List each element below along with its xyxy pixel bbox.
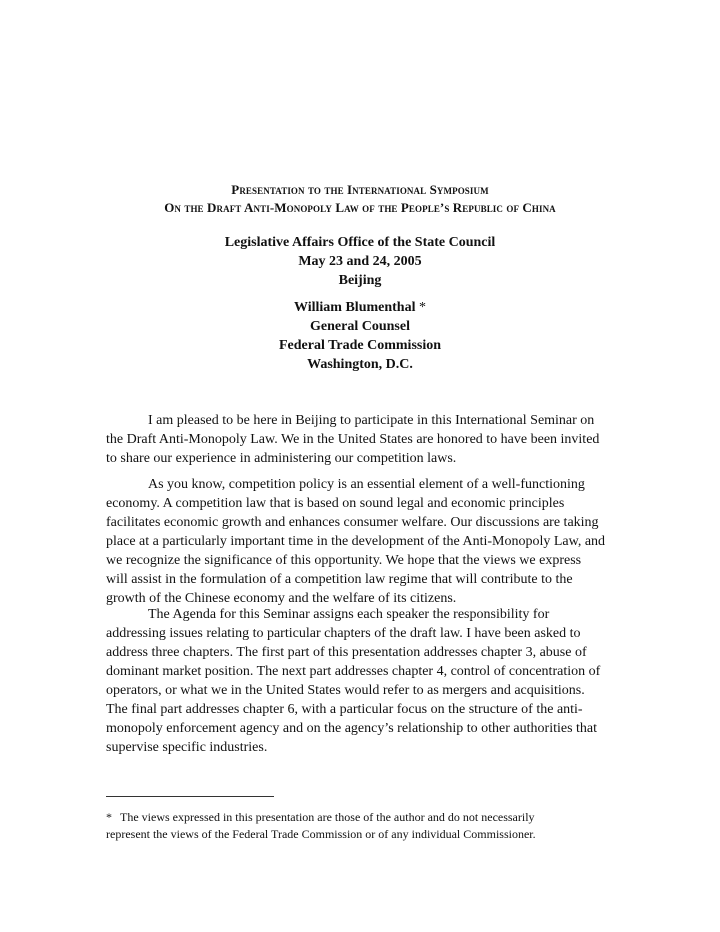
paragraph-line: economy. A competition law that is based on sound legal and economic principles <box>106 496 565 511</box>
heading-line-1: Presentation to the International Symposium <box>231 182 489 197</box>
paragraph-line: The Agenda for this Seminar assigns each speaker the responsibility for <box>148 607 550 622</box>
paragraph-line: facilitates economic growth and enhances consumer welfare. Our discussions are taking <box>106 515 599 530</box>
speaker-title: General Counsel <box>310 319 410 334</box>
paragraph-line: we recognize the significance of this opportunity. We hope that the views we express <box>106 553 582 568</box>
heading-line-2: On the Draft Anti-Monopoly Law of the People’s Republic of China <box>164 200 556 215</box>
paragraph-line: As you know, competition policy is an essential element of a well-functioning <box>148 477 585 492</box>
speaker-name-line <box>0 298 720 317</box>
paragraph-3 <box>106 605 616 757</box>
paragraph-1 <box>106 411 616 468</box>
paragraph-2 <box>106 475 616 608</box>
paragraph-line: I am pleased to be here in Beijing to participate in this International Seminar on <box>148 413 595 428</box>
paragraph-line: addressing issues relating to particular chapters of the draft law. I have been asked to <box>106 626 581 641</box>
speaker-name: William Blumenthal <box>294 300 416 315</box>
event-block <box>0 233 720 290</box>
event-dates: May 23 and 24, 2005 <box>298 254 422 269</box>
footnote-marker: * <box>106 810 112 824</box>
footnote-text-1: The views expressed in this presentation are those of the author and do not necessarily <box>120 810 535 824</box>
event-city: Beijing <box>338 273 382 288</box>
paragraph-line: dominant market position. The next part addresses chapter 4, control of concentration of <box>106 664 601 679</box>
paragraph-line: place at a particularly important time in the development of the Anti-Monopoly Law, and <box>106 534 606 549</box>
paragraph-line: to share our experience in administering our competition laws. <box>106 451 457 466</box>
footnote <box>106 809 626 843</box>
footnote-divider <box>106 796 274 797</box>
footnote-line-1 <box>106 809 626 826</box>
paragraph-line: monopoly enforcement agency and on the agency’s relationship to other authorities that <box>106 721 598 736</box>
footnote-text-2: represent the views of the Federal Trade Commission or of any individual Commissioner. <box>106 827 536 841</box>
paragraph-line: The final part addresses chapter 6, with a particular focus on the structure of the anti- <box>106 702 583 717</box>
paragraph-line: growth of the Chinese economy and the welfare of its citizens. <box>106 591 457 606</box>
event-host: Legislative Affairs Office of the State Council <box>224 235 496 250</box>
speaker-agency: Federal Trade Commission <box>278 338 442 353</box>
paragraph-line: operators, or what we in the United States would refer to as mergers and acquisitions. <box>106 683 585 698</box>
paragraph-line: supervise specific industries. <box>106 740 268 755</box>
speaker-location: Washington, D.C. <box>307 357 413 372</box>
paragraph-line: will assist in the formulation of a competition law regime that will contribute to the <box>106 572 573 587</box>
paragraph-line: address three chapters. The first part of this presentation addresses chapter 3, abuse of <box>106 645 587 660</box>
paragraph-line: the Draft Anti-Monopoly Law. We in the United States are honored to have been invited <box>106 432 600 447</box>
footnote-reference[interactable]: * <box>418 300 426 315</box>
speaker-block <box>0 298 720 374</box>
